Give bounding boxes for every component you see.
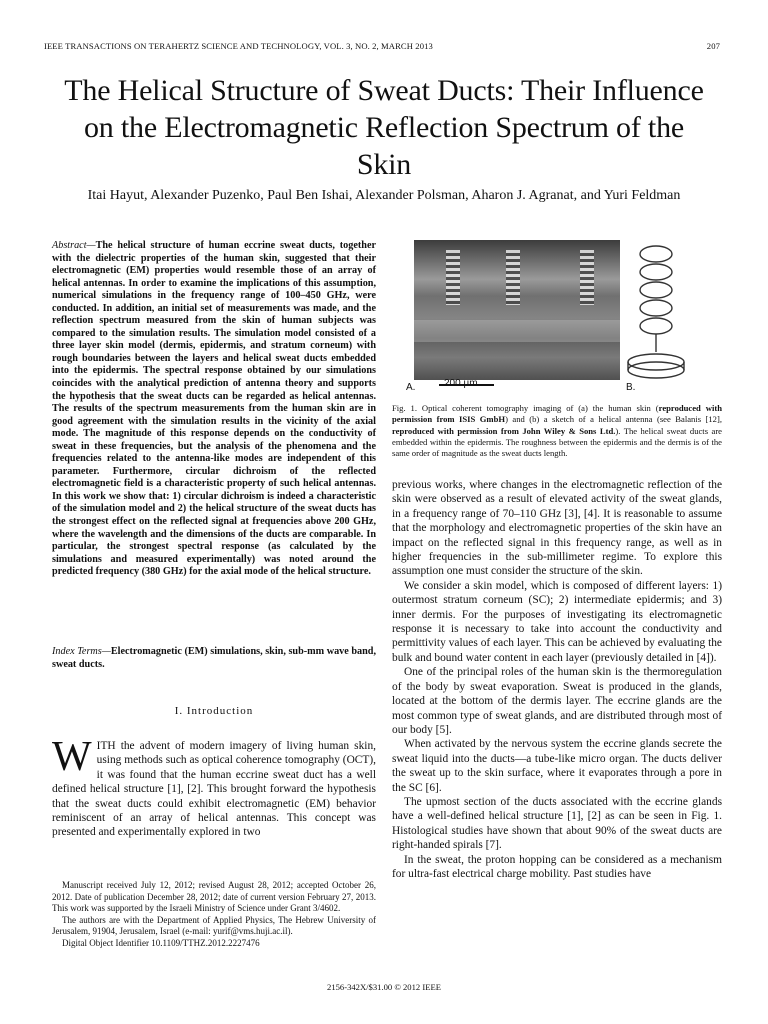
paragraph: When activated by the nervous system the eccrine glands secrete the sweat liquid into the ducts—a tube-like micro organ. The ducts deliver the sweat up to the skin surface, where it evaporates through a pore in the SC [6].: [392, 738, 722, 794]
footnote-doi: Digital Object Identifier 10.1109/TTHZ.2012.2227476: [62, 937, 260, 948]
drop-cap: W: [52, 734, 92, 780]
abstract-label: Abstract—: [52, 240, 96, 251]
caption-text: Fig. 1. Optical coherent tomography imaging of (a) the human skin (: [392, 403, 659, 413]
helical-antenna-sketch: [626, 240, 722, 386]
journal-name: IEEE TRANSACTIONS ON TERAHERTZ SCIENCE AND TECHNOLOGY, VOL. 3, NO. 2, MARCH 2013: [44, 41, 433, 51]
section-heading: I. Introduction: [174, 705, 254, 717]
figure-label-a: A.: [406, 382, 416, 393]
page-number: 207: [706, 41, 720, 51]
dermis-band: [414, 320, 620, 342]
figure-label-b: B.: [626, 382, 636, 393]
footnote-manuscript: Manuscript received July 12, 2012; revised August 28, 2012; accepted October 26, 2012. Date of publication December 28, 2012; date of current version February 27, 2013. This work was supported by the Israeli Ministry of Science under Grant 3/4602.: [52, 880, 376, 914]
introduction-body: ITH the advent of modern imagery of living human skin, using methods such as optical coherence tomography (OCT), it was found that the human eccrine sweat duct has a well defined helical structure [1], [2]. This brought forward the hypothesis that the sweat ducts could exhibit electromagnetic (EM) behavior reminiscent of an array of helical antennas. This concept was presented and experimentally explored in two: [52, 740, 376, 839]
caption-text: ) and (b) a sketch of a helical antenna (see Balanis [12],: [505, 414, 722, 425]
introduction-text: [52, 734, 376, 840]
caption-text: ). The helical sweat ducts are embedded within the epidermis. The roughness between the epidermis and the dermis is of the same order of magnitude as the sweat ducts length.: [392, 425, 722, 459]
paragraph: One of the principal roles of the human skin is the thermoregulation of the body by sweat evaporation. Sweat is produced in the glands, located at the bottom of the dermis layer. The eccrine glands are the most common type of sweat glands, and are distributed through most of our body [5].: [392, 666, 722, 736]
index-terms: [52, 646, 376, 671]
right-column-body: [392, 478, 722, 881]
abstract: [52, 240, 376, 579]
author-list: Itai Hayut, Alexander Puzenko, Paul Ben Ishai, Alexander Polsman, Aharon J. Agranat, and Yuri Feldman: [87, 188, 681, 203]
footnote-affiliation: The authors are with the Department of Applied Physics, The Hebrew University of Jerusalem, 91904, Jerusalem, Israel (e-mail: yurif@vms.huji.ac.il).: [52, 914, 376, 937]
paper-title: The Helical Structure of Sweat Ducts: Their Influence on the Electromagnetic Reflection Spectrum of the Skin: [64, 74, 704, 181]
paragraph: We consider a skin model, which is composed of different layers: 1) outermost stratum corneum (SC); 2) intermediate epidermis; and 3) inner dermis. For the purposes of investigating its electromagnetic response it is necessary to take into account the conductivity and permittivity values of each layer. This can be achieved by evaluating the bulk and bound water content in each layer (previously detailed in [4]).: [392, 579, 722, 664]
sweat-duct-image: [580, 250, 594, 305]
oct-skin-image: [414, 240, 620, 380]
index-terms-text: Electromagnetic (EM) simulations, skin, sub-mm wave band, sweat ducts.: [52, 646, 376, 670]
caption-permission-isis: reproduced with permission from ISIS GmbH: [392, 403, 722, 425]
running-head: [44, 41, 720, 51]
scale-bar: [439, 384, 494, 386]
caption-permission-wiley: reproduced with permission from John Wiley & Sons Ltd.: [392, 425, 616, 436]
figure-1: [404, 240, 722, 400]
copyright-footer: 2156-342X/$31.00 © 2012 IEEE: [327, 982, 441, 992]
sweat-duct-image: [446, 250, 460, 305]
paragraph: previous works, where changes in the electromagnetic reflection of the skin were observed as a result of elevated activity of the sweat glands, in a frequency range of 70–110 GHz [3], [4]. It is reasonable to assume that the morphology and electromagnetic properties of the skin have an impact on the reflected signal in this frequency range, as well as in higher frequencies in the sub-millimeter regime. To explore this assumption one must consider the structure of the skin.: [392, 479, 722, 578]
paragraph: In the sweat, the proton hopping can be considered as a mechanism for ultra-fast electrical charge mobility. Past studies have: [392, 853, 722, 880]
paragraph: The upmost section of the ducts associated with the eccrine glands have a well-defined helical structure [1], [2] as can be seen in Fig. 1. Histological studies have shown that about 90% of the sweat ducts are right-handed spirals [7].: [392, 795, 722, 852]
abstract-text: The helical structure of human eccrine sweat ducts, together with the dielectric properties of the human skin, suggested that their electromagnetic (EM) properties would resemble those of an array of helical antennas. In order to examine the implications of this assumption, numerical simulations in the frequency range of 100–450 GHz, were conducted. In addition, an initial set of measurements was made, and the reflection spectrum measured from the skin of human subjects was compared to the simulation results. The simulation model consisted of a three layer skin model (dermis, epidermis, and stratum corneum) with rough boundaries between the layers and helical sweat ducts embedded into the epidermis. The spectral response obtained by our simulations coincides with the analytical prediction of antenna theory and supports the hypothesis that the sweat ducts can be regarded as helical antennas. The results of the spectrum measurements from the human skin are in good agreement with the simulation results in the vicinity of the axial mode. The magnitude of this response depends on the conductivity of sweat in these frequencies, but the analysis of the phenomena and the frequencies related to the antenna-like modes are independent of this parameter. Furthermore, circular dichroism of the reflected electromagnetic field is a characteristic property of such helical antennas. In this work we show that: 1) circular dichroism is indeed a characteristic of the simulation model and 2) the helical structure of the sweat ducts has the strongest effect on the reflected signal at frequencies above 200 GHz, where the wavelength and the dimensions of the ducts are comparable. In particular, the strongest spectral response (as calculated by the simulations and measured experimentally) was noted around the predicted frequency (380 GHz) for the axial mode of the helical structure.: [52, 240, 376, 578]
footnotes: [52, 880, 376, 950]
index-terms-label: Index Terms—: [52, 646, 111, 657]
sweat-duct-image: [506, 250, 520, 305]
figure-caption: [392, 403, 722, 459]
